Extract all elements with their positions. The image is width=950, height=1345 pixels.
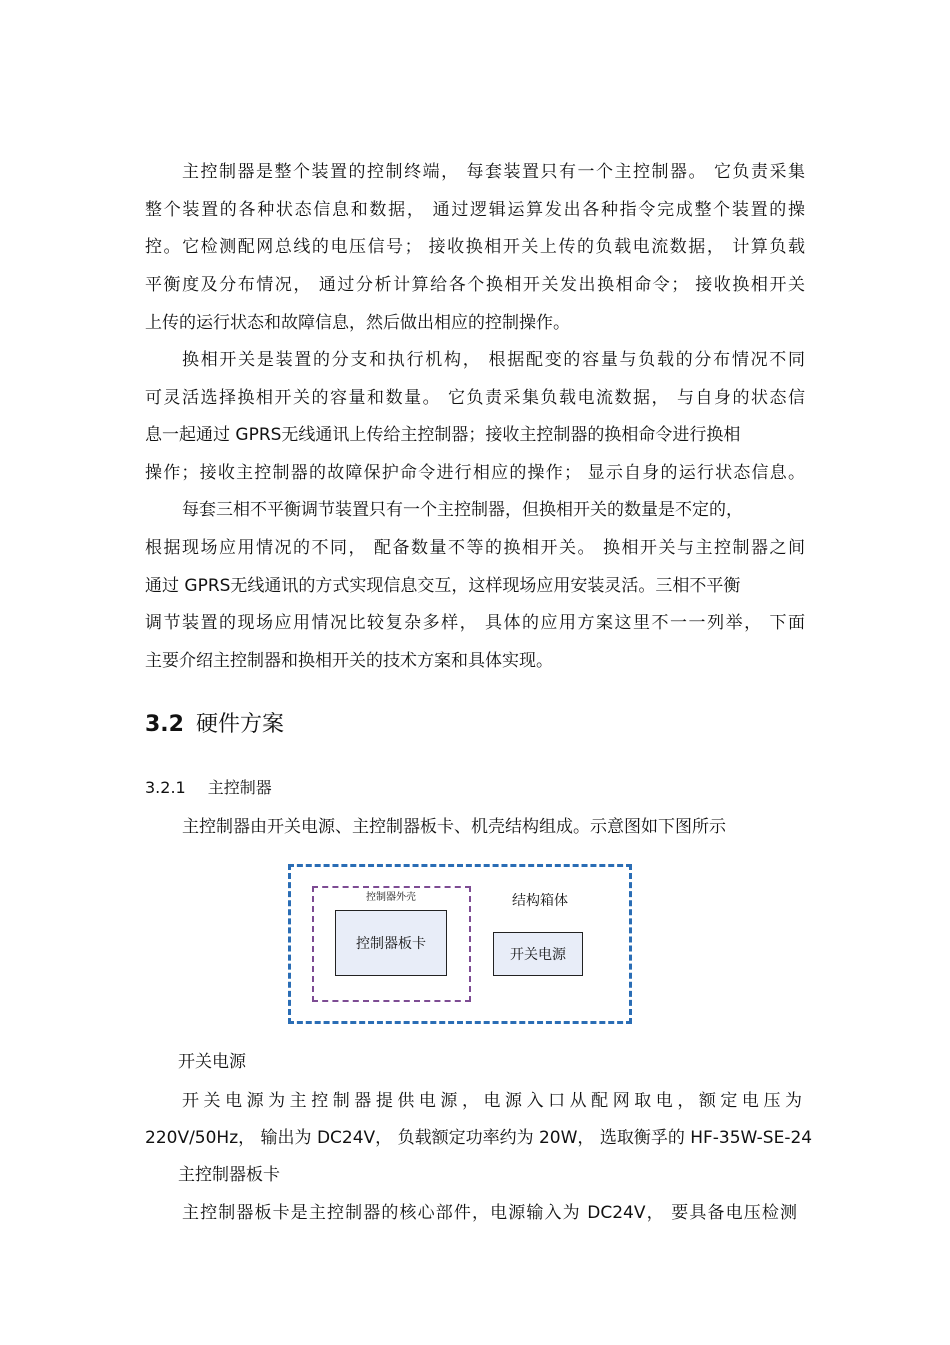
paragraph-line: 操作；接收主控制器的故障保护命令进行相应的操作； 显示自身的运行状态信息。	[145, 463, 805, 483]
paragraph-line: 上传的运行状态和故障信息，然后做出相应的控制操作。	[145, 313, 570, 333]
paragraph-line: 平衡度及分布情况， 通过分析计算给各个换相开关发出换相命令； 接收换相开关	[145, 275, 805, 295]
paragraph-line: 220V/50Hz， 输出为 DC24V， 负载额定功率约为 20W， 选取衡孚的 HF-35W-SE-24	[145, 1128, 813, 1148]
paragraph-line: 通过 GPRS无线通讯的方式实现信息交互，这样现场应用安装灵活。三相不平衡	[145, 576, 741, 596]
paragraph-line: 可灵活选择换相开关的容量和数量。 它负责采集负载电流数据， 与自身的状态信	[145, 388, 805, 408]
subsection-title: 主控制器	[207, 778, 272, 797]
intro-line: 主控制器由开关电源、主控制器板卡、机壳结构组成。示意图如下图所示	[182, 817, 726, 837]
paragraph-line: 主控制器是整个装置的控制终端， 每套装置只有一个主控制器。 它负责采集	[182, 162, 805, 182]
paragraph-line: 调节装置的现场应用情况比较复杂多样， 具体的应用方案这里不一一列举， 下面	[145, 613, 805, 633]
section-title: 硬件方案	[195, 712, 284, 737]
paragraph-line: 整个装置的各种状态信息和数据， 通过逻辑运算发出各种指令完成整个装置的操	[145, 200, 805, 220]
paragraph-line: 控。它检测配网总线的电压信号； 接收换相开关上传的负载电流数据， 计算负载	[145, 237, 805, 257]
structure-diagram	[288, 864, 630, 1022]
section-heading	[145, 710, 284, 740]
paragraph-line: 换相开关是装置的分支和执行机构， 根据配变的容量与负载的分布情况不同	[182, 350, 805, 370]
psu-heading: 开关电源	[178, 1052, 246, 1072]
controller-board-label: 控制器板卡	[356, 936, 426, 952]
paragraph-line: 每套三相不平衡调节装置只有一个主控制器，但换相开关的数量是不定的，	[182, 500, 743, 520]
power-supply-label: 开关电源	[510, 947, 566, 963]
power-supply-box	[493, 932, 583, 976]
controller-case-label: 控制器外壳	[366, 892, 416, 903]
paragraph-line: 开关电源为主控制器提供电源，电源入口从配网取电，额定电压为	[182, 1091, 805, 1111]
paragraph-line: 主要介绍主控制器和换相开关的技术方案和具体实现。	[145, 651, 553, 671]
paragraph-line: 根据现场应用情况的不同， 配备数量不等的换相开关。 换相开关与主控制器之间	[145, 538, 805, 558]
subsection-number: 3.2.1	[145, 778, 186, 797]
board-heading: 主控制器板卡	[178, 1165, 280, 1185]
paragraph-line: 息一起通过 GPRS无线通讯上传给主控制器；接收主控制器的换相命令进行换相	[145, 425, 741, 445]
section-number: 3.2	[145, 712, 184, 737]
paragraph-line: 主控制器板卡是主控制器的核心部件，电源输入为 DC24V， 要具备电压检测	[182, 1203, 797, 1223]
controller-board-box	[335, 910, 447, 976]
subsection-heading	[145, 776, 272, 800]
structure-label: 结构箱体	[512, 893, 568, 909]
